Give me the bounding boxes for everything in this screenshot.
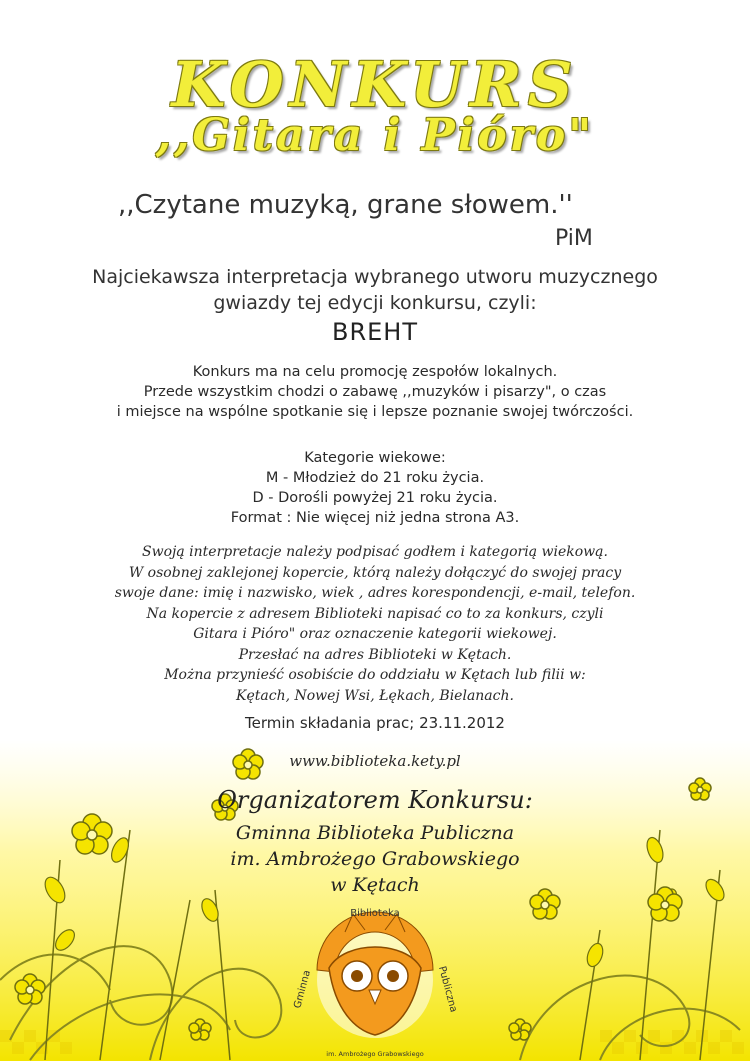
organizer-line: Gminna Biblioteka Publiczna <box>235 822 515 844</box>
motto-author: PiM <box>555 226 593 251</box>
rules-block <box>0 542 750 706</box>
rules-line: Swoją interpretacje należy podpisać godłem i kategorią wiekową. <box>142 544 608 560</box>
logo-arc-text: Biblioteka <box>350 908 400 919</box>
logo-left-text: Gminna <box>292 969 313 1010</box>
rules-line: Na kopercie z adresem Biblioteki napisać co to za konkurs, czyli <box>146 605 604 622</box>
rules-line: Gitara i Pióro" oraz oznaczenie kategorii wiekowej. <box>193 626 557 642</box>
goal-line: Przede wszystkim chodzi o zabawę ,,muzyków i pisarzy", o czas <box>143 384 607 400</box>
poster-title: KONKURS <box>171 48 579 121</box>
intro-block <box>0 264 750 316</box>
categories-line: Kategorie wiekowe: <box>304 450 446 466</box>
organizer-line: im. Ambrożego Grabowskiego <box>230 848 520 870</box>
categories-block <box>0 448 750 528</box>
rules-line: Można przynieść osobiście do oddziału w Kętach lub filii w: <box>164 667 586 683</box>
intro-line: gwiazdy tej edycji konkursu, czyli: <box>213 292 537 314</box>
logo-right-text: Publiczna <box>435 965 459 1014</box>
goal-line: i miejsce na wspólne spotkanie się i lepsze poznanie swojej twórczości. <box>116 404 634 420</box>
goal-block <box>0 362 750 422</box>
categories-line: D - Dorośli powyżej 21 roku życia. <box>252 490 498 506</box>
organizer-heading: Organizatorem Konkursu: <box>217 786 533 814</box>
rules-line: swoje dane: imię i nazwisko, wiek , adres korespondencji, e-mail, telefon. <box>114 585 636 601</box>
website-link[interactable]: www.biblioteka.kety.pl <box>289 752 461 770</box>
categories-line: Format : Nie więcej niż jedna strona A3. <box>230 510 520 526</box>
intro-line: Najciekawsza interpretacja wybranego utworu muzycznego <box>92 266 658 288</box>
goal-line: Konkurs ma na celu promocję zespołów lokalnych. <box>192 364 558 380</box>
categories-line: M - Młodzież do 21 roku życia. <box>265 470 485 486</box>
organizer-line: w Kętach <box>330 874 420 896</box>
featured-band: BREHT <box>331 318 418 346</box>
logo-caption: im. Ambrożego Grabowskiego <box>326 1050 424 1058</box>
rules-line: Kętach, Nowej Wsi, Łękach, Bielanach. <box>236 687 514 704</box>
rules-line: W osobnej zaklejonej kopercie, którą należy dołączyć do swojej pracy <box>128 564 622 581</box>
poster-subtitle: ,,Gitara i Pióro" <box>155 110 595 161</box>
organizer-name <box>0 820 750 898</box>
deadline-text: Termin składania prac; 23.11.2012 <box>245 714 505 732</box>
motto-text: ,,Czytane muzyką, grane słowem.'' <box>118 190 573 220</box>
rules-line: Przesłać na adres Biblioteki w Kętach. <box>238 646 512 663</box>
